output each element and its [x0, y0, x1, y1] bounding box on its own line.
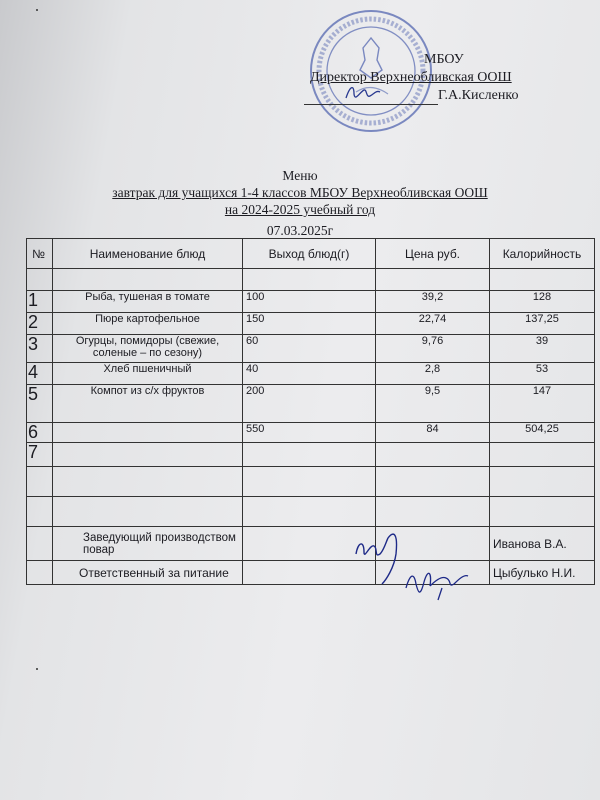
dish-calories: 39	[490, 335, 595, 363]
row-number: 6	[27, 423, 53, 443]
dish-price: 2,8	[376, 363, 490, 385]
row-number: 2	[27, 313, 53, 335]
total-weight: 550	[243, 423, 376, 443]
table-row	[27, 313, 595, 335]
menu-date: 07.03.2025г	[266, 223, 334, 238]
dish-weight: 60	[243, 335, 376, 363]
responsible-role: Ответственный за питание	[53, 561, 243, 585]
dish-weight: 150	[243, 313, 376, 335]
speck	[36, 668, 38, 670]
menu-title: Меню	[282, 168, 318, 183]
dish-price: 9,76	[376, 335, 490, 363]
chef-role: Заведующий производством повар	[53, 527, 243, 561]
director-signature	[340, 80, 390, 106]
header-calories: Калорийность	[490, 239, 595, 269]
dish-calories	[490, 443, 595, 467]
dish-calories: 147	[490, 385, 595, 423]
responsible-signature	[402, 558, 472, 602]
header-dish-name: Наименование блюд	[53, 239, 243, 269]
chef-name: Иванова В.А.	[490, 527, 595, 561]
dish-name: Хлеб пшеничный	[53, 363, 243, 385]
dish-name	[53, 443, 243, 467]
table-row	[27, 363, 595, 385]
dish-weight: 200	[243, 385, 376, 423]
menu-subtitle: завтрак для учащихся 1-4 классов МБОУ Верхнеобливская ООШ	[112, 185, 488, 200]
row-number: 7	[27, 443, 53, 467]
dish-price	[376, 443, 490, 467]
row-number: 4	[27, 363, 53, 385]
dish-weight	[243, 443, 376, 467]
dish-name	[53, 423, 243, 443]
total-price: 84	[376, 423, 490, 443]
row-number: 5	[27, 385, 53, 423]
table-row	[27, 291, 595, 313]
dish-name: Компот из с/х фруктов	[53, 385, 243, 423]
dish-weight: 100	[243, 291, 376, 313]
dish-price: 9,5	[376, 385, 490, 423]
header-weight: Выход блюд(г)	[243, 239, 376, 269]
row-number: 3	[27, 335, 53, 363]
footer-row-responsible	[27, 561, 595, 585]
dish-calories: 128	[490, 291, 595, 313]
table-header-row	[27, 239, 595, 269]
dish-price: 39,2	[376, 291, 490, 313]
speck	[36, 9, 38, 11]
table-row	[27, 443, 595, 467]
dish-name: Огурцы, помидоры (свежие, соленые – по сезону)	[53, 335, 243, 363]
menu-school-year: на 2024-2025 учебный год	[224, 202, 376, 217]
dish-calories: 137,25	[490, 313, 595, 335]
row-number: 1	[27, 291, 53, 313]
dish-price: 22,74	[376, 313, 490, 335]
footer-row-chef	[27, 527, 595, 561]
approval-name: Г.А.Кисленко	[438, 88, 519, 103]
table-row	[27, 385, 595, 423]
table-row-empty	[27, 269, 595, 291]
table-row	[27, 335, 595, 363]
dish-calories: 53	[490, 363, 595, 385]
table-row-empty	[27, 467, 595, 497]
menu-table	[26, 238, 595, 585]
header-price: Цена руб.	[376, 239, 490, 269]
dish-name: Рыба, тушеная в томате	[53, 291, 243, 313]
total-calories: 504,25	[490, 423, 595, 443]
approval-org: МБОУ	[424, 52, 464, 67]
header-number: №	[27, 239, 53, 269]
table-row-empty	[27, 497, 595, 527]
responsible-name: Цыбулько Н.И.	[490, 561, 595, 585]
table-row-total	[27, 423, 595, 443]
approval-director: Директор Верхнеобливская ООШ	[310, 70, 512, 85]
dish-name: Пюре картофельное	[53, 313, 243, 335]
dish-weight: 40	[243, 363, 376, 385]
